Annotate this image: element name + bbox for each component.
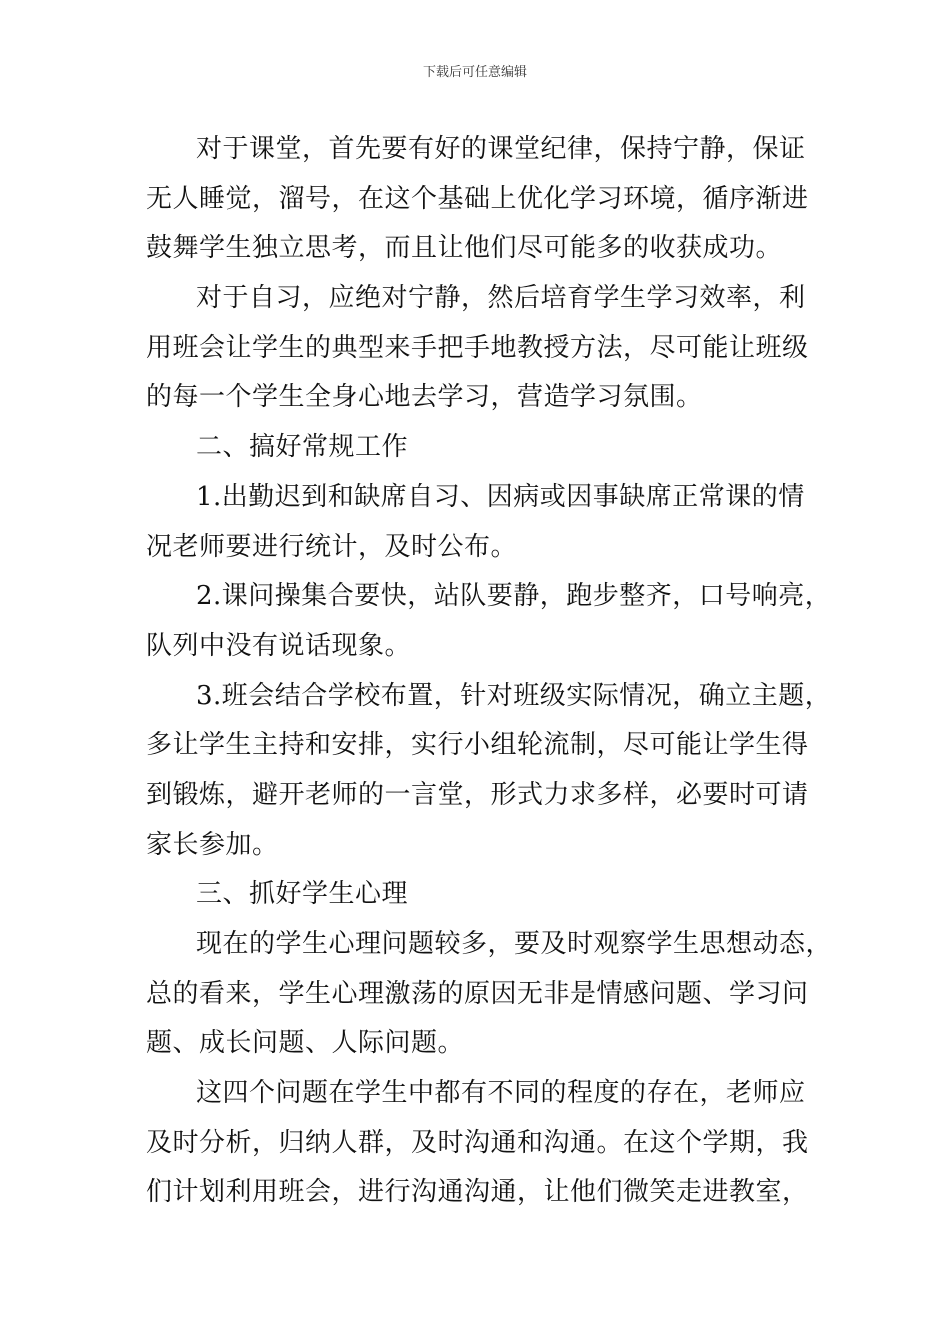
text-line: 多让学生主持和安排，实行小组轮流制，尽可能让学生得 (146, 730, 809, 761)
text-line: 队列中没有说话现象。 (146, 630, 412, 661)
text-line: 这四个问题在学生中都有不同的程度的存在，老师应 (196, 1078, 806, 1109)
text-line: 用班会让学生的典型来手把手地教授方法，尽可能让班级 (146, 332, 809, 363)
text-line: 鼓舞学生独立思考，而且让他们尽可能多的收获成功。 (146, 233, 783, 264)
text-line: 2.课问操集合要快，站队要静，跑步整齐，口号响亮， (196, 581, 832, 612)
text-line: 家长参加。 (146, 829, 279, 860)
text-line: 的每一个学生全身心地去学习，营造学习氛围。 (146, 382, 703, 413)
section-heading: 三、抓好学生心理 (196, 879, 409, 910)
text-line: 及时分析，归纳人群，及时沟通和沟通。在这个学期，我 (146, 1127, 809, 1158)
document-body (146, 125, 836, 1218)
text-line: 题、成长问题、人际问题。 (146, 1028, 465, 1059)
section-heading: 二、搞好常规工作 (196, 432, 409, 463)
text-line: 3.班会结合学校布置，针对班级实际情况，确立主题， (196, 680, 832, 711)
text-line: 对于课堂，首先要有好的课堂纪律，保持宁静，保证 (196, 134, 806, 164)
text-line: 现在的学生心理问题较多，要及时观察学生思想动态， (196, 929, 833, 959)
text-line: 们计划利用班会，进行沟通沟通，让他们微笑走进教室， (146, 1177, 809, 1208)
text-line: 况老师要进行统计，及时公布。 (146, 531, 518, 562)
page-header: 下载后可任意编辑 (422, 65, 527, 80)
text-line: 无人睡觉，溜号，在这个基础上优化学习环境，循序渐进 (146, 183, 809, 214)
text-line: 对于自习，应绝对宁静，然后培育学生学习效率，利 (196, 283, 806, 314)
text-line: 1.出勤迟到和缺席自习、因病或因事缺席正常课的情 (196, 481, 805, 512)
text-line: 到锻炼，避开老师的一言堂，形式力求多样，必要时可请 (146, 779, 809, 810)
text-line: 总的看来，学生心理激荡的原因无非是情感问题、学习问 (146, 978, 809, 1009)
